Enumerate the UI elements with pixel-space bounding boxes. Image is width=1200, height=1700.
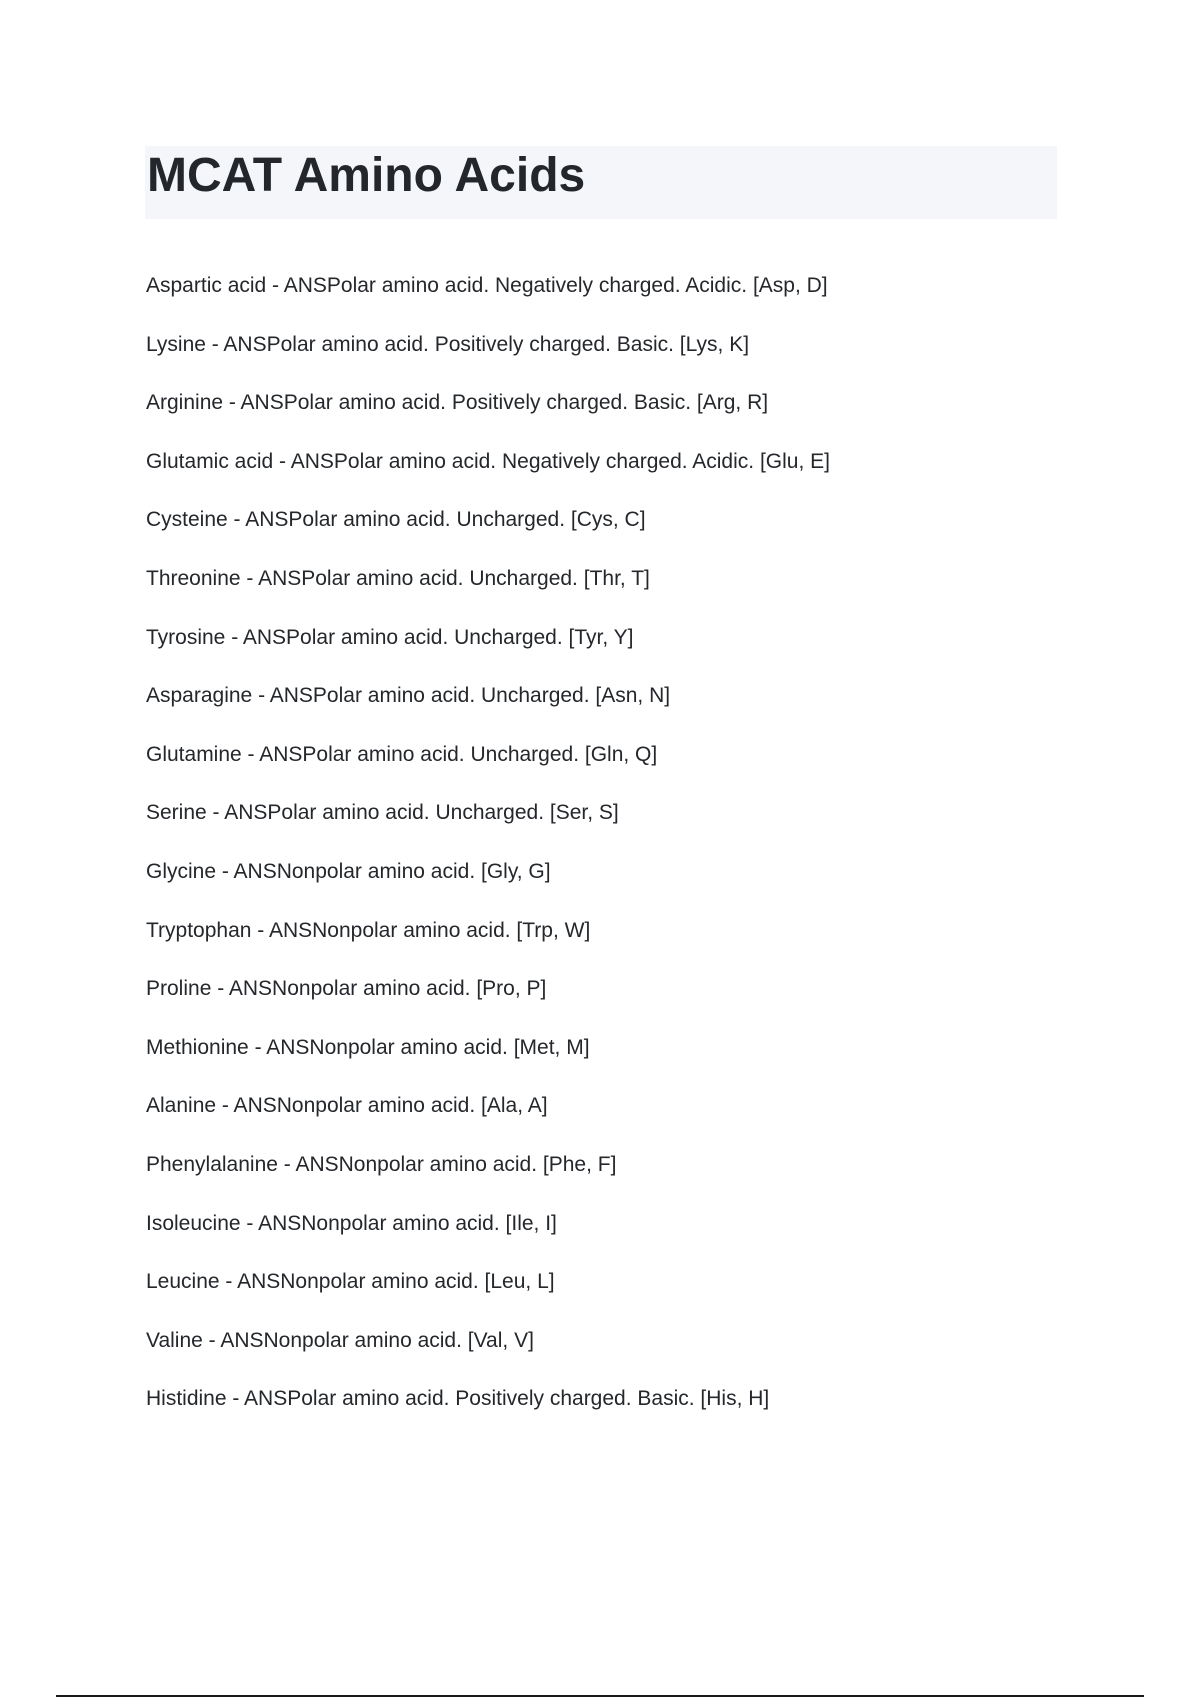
page-title: MCAT Amino Acids [147, 149, 586, 202]
list-item: Valine - ANSNonpolar amino acid. [Val, V] [146, 1328, 534, 1352]
list-item: Asparagine - ANSPolar amino acid. Uncharged. [Asn, N] [146, 684, 671, 708]
list-item: Histidine - ANSPolar amino acid. Positively charged. Basic. [His, H] [146, 1387, 770, 1411]
list-item: Tyrosine - ANSPolar amino acid. Uncharged. [Tyr, Y] [146, 625, 634, 649]
list-item: Aspartic acid - ANSPolar amino acid. Negatively charged. Acidic. [Asp, D] [146, 274, 828, 297]
list-item: Arginine - ANSPolar amino acid. Positively charged. Basic. [Arg, R] [146, 391, 769, 415]
title-band [145, 146, 1057, 219]
list-item: Phenylalanine - ANSNonpolar amino acid. [Phe, F] [146, 1152, 617, 1176]
amino-acid-list [146, 272, 1106, 1444]
list-item: Isoleucine - ANSNonpolar amino acid. [Ile, I] [146, 1211, 557, 1235]
footer-divider [56, 1695, 1144, 1697]
list-item: Alanine - ANSNonpolar amino acid. [Ala, A] [146, 1094, 548, 1118]
list-item: Tryptophan - ANSNonpolar amino acid. [Trp, W] [146, 918, 591, 942]
list-item: Glycine - ANSNonpolar amino acid. [Gly, G] [146, 859, 551, 883]
list-item: Cysteine - ANSPolar amino acid. Uncharged. [Cys, C] [146, 508, 646, 532]
list-item: Glutamic acid - ANSPolar amino acid. Negatively charged. Acidic. [Glu, E] [146, 449, 830, 473]
list-item: Serine - ANSPolar amino acid. Uncharged. [Ser, S] [146, 801, 619, 825]
list-item: Methionine - ANSNonpolar amino acid. [Met, M] [146, 1035, 590, 1059]
list-item: Glutamine - ANSPolar amino acid. Uncharged. [Gln, Q] [146, 742, 658, 766]
list-item: Proline - ANSNonpolar amino acid. [Pro, P] [146, 977, 547, 1001]
list-item: Threonine - ANSPolar amino acid. Uncharged. [Thr, T] [146, 566, 650, 590]
list-item: Lysine - ANSPolar amino acid. Positively charged. Basic. [Lys, K] [146, 332, 750, 356]
list-item: Leucine - ANSNonpolar amino acid. [Leu, L] [146, 1270, 555, 1294]
